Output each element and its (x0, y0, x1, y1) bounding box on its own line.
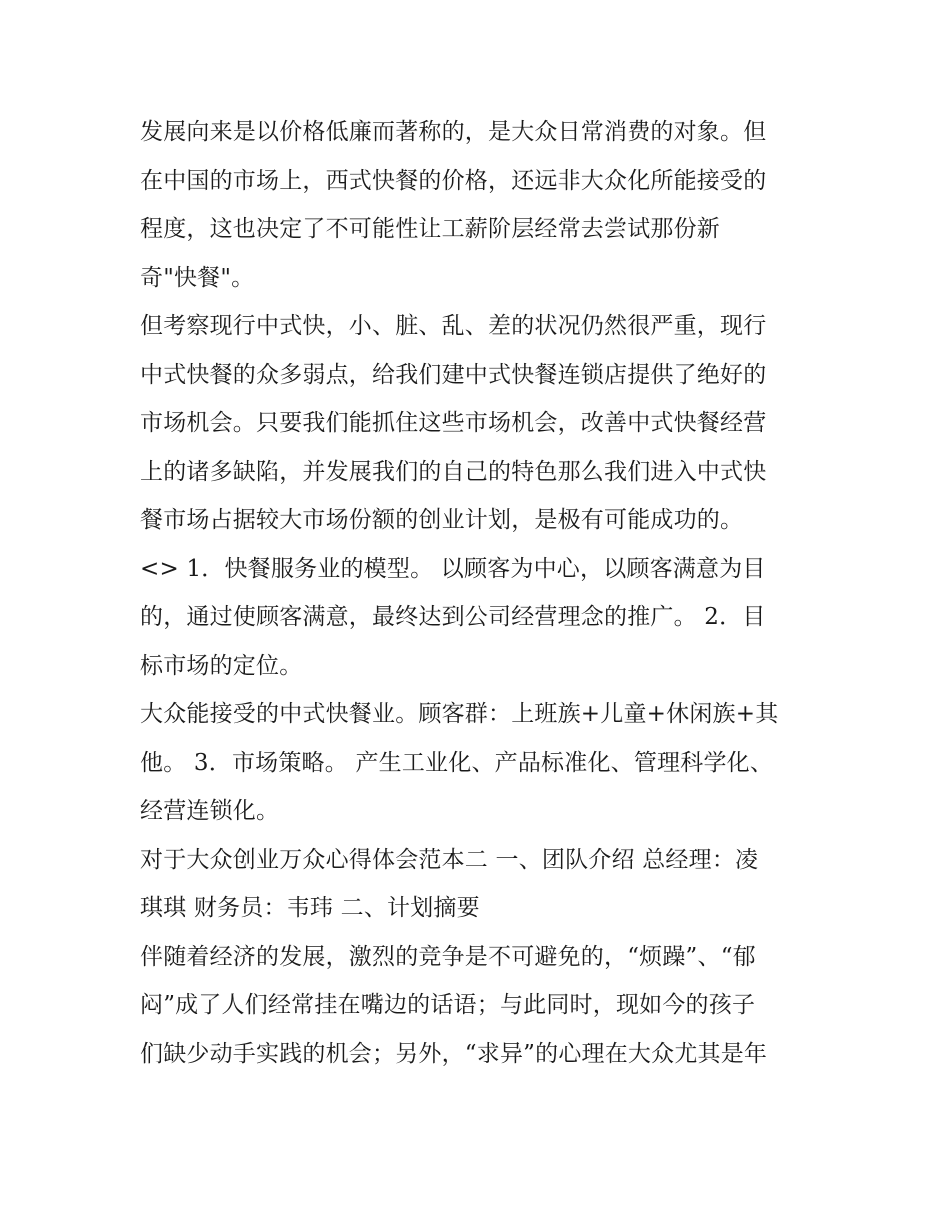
text-line: 们缺少动手实践的机会；另外，“求异”的心理在大众尤其是年 (140, 1040, 768, 1067)
text-line: 程度，这也决定了不可能性让工薪阶层经常去尝试那份新 (140, 216, 720, 242)
text-line: 的，通过使顾客满意，最终达到公司经营理念的推广。 2．目 (140, 604, 766, 630)
text-line: 中式快餐的众多弱点，给我们建中式快餐连锁店提供了绝好的 (140, 361, 767, 388)
text-line: 市场机会。只要我们能抓住这些市场机会，改善中式快餐经营 (140, 410, 767, 436)
text-line: 大众能接受的中式快餐业。顾客群：上班族+儿童+休闲族+其 (140, 701, 779, 727)
text-line: 上的诸多缺陷，并发展我们的自己的特色那么我们进入中式快 (140, 458, 767, 485)
text-line: 标市场的定位。 (140, 652, 303, 679)
text-line: 闷”成了人们经常挂在嘴边的话语；与此同时，现如今的孩子 (140, 992, 756, 1018)
text-line: 对于大众创业万众心得体会范本二 一、团队介绍 总经理：凌 (140, 846, 759, 873)
text-line: 琪琪 财务员：韦玮 二、计划摘要 (140, 895, 480, 921)
text-line: 发展向来是以价格低廉而著称的，是大众日常消费的对象。但 (140, 119, 767, 145)
text-line: 经营连锁化。 (140, 798, 280, 824)
text-line: 餐市场占据较大市场份额的创业计划，是极有可能成功的。 (140, 507, 744, 533)
document-body (140, 108, 820, 1078)
text-line: 奇"快餐"。 (140, 264, 255, 291)
text-line: 在中国的市场上，西式快餐的价格，还远非大众化所能接受的 (140, 167, 767, 194)
text-line: <> 1．快餐服务业的模型。 以顾客为中心，以顾客满意为目 (140, 555, 766, 582)
text-line: 他。 3．市场策略。 产生工业化、产品标准化、管理科学化、 (140, 749, 774, 776)
text-line: 但考察现行中式快，小、脏、乱、差的状况仍然很严重，现行 (140, 313, 767, 339)
text-line: 伴随着经济的发展，激烈的竞争是不可避免的，“烦躁”、“郁 (140, 943, 756, 970)
